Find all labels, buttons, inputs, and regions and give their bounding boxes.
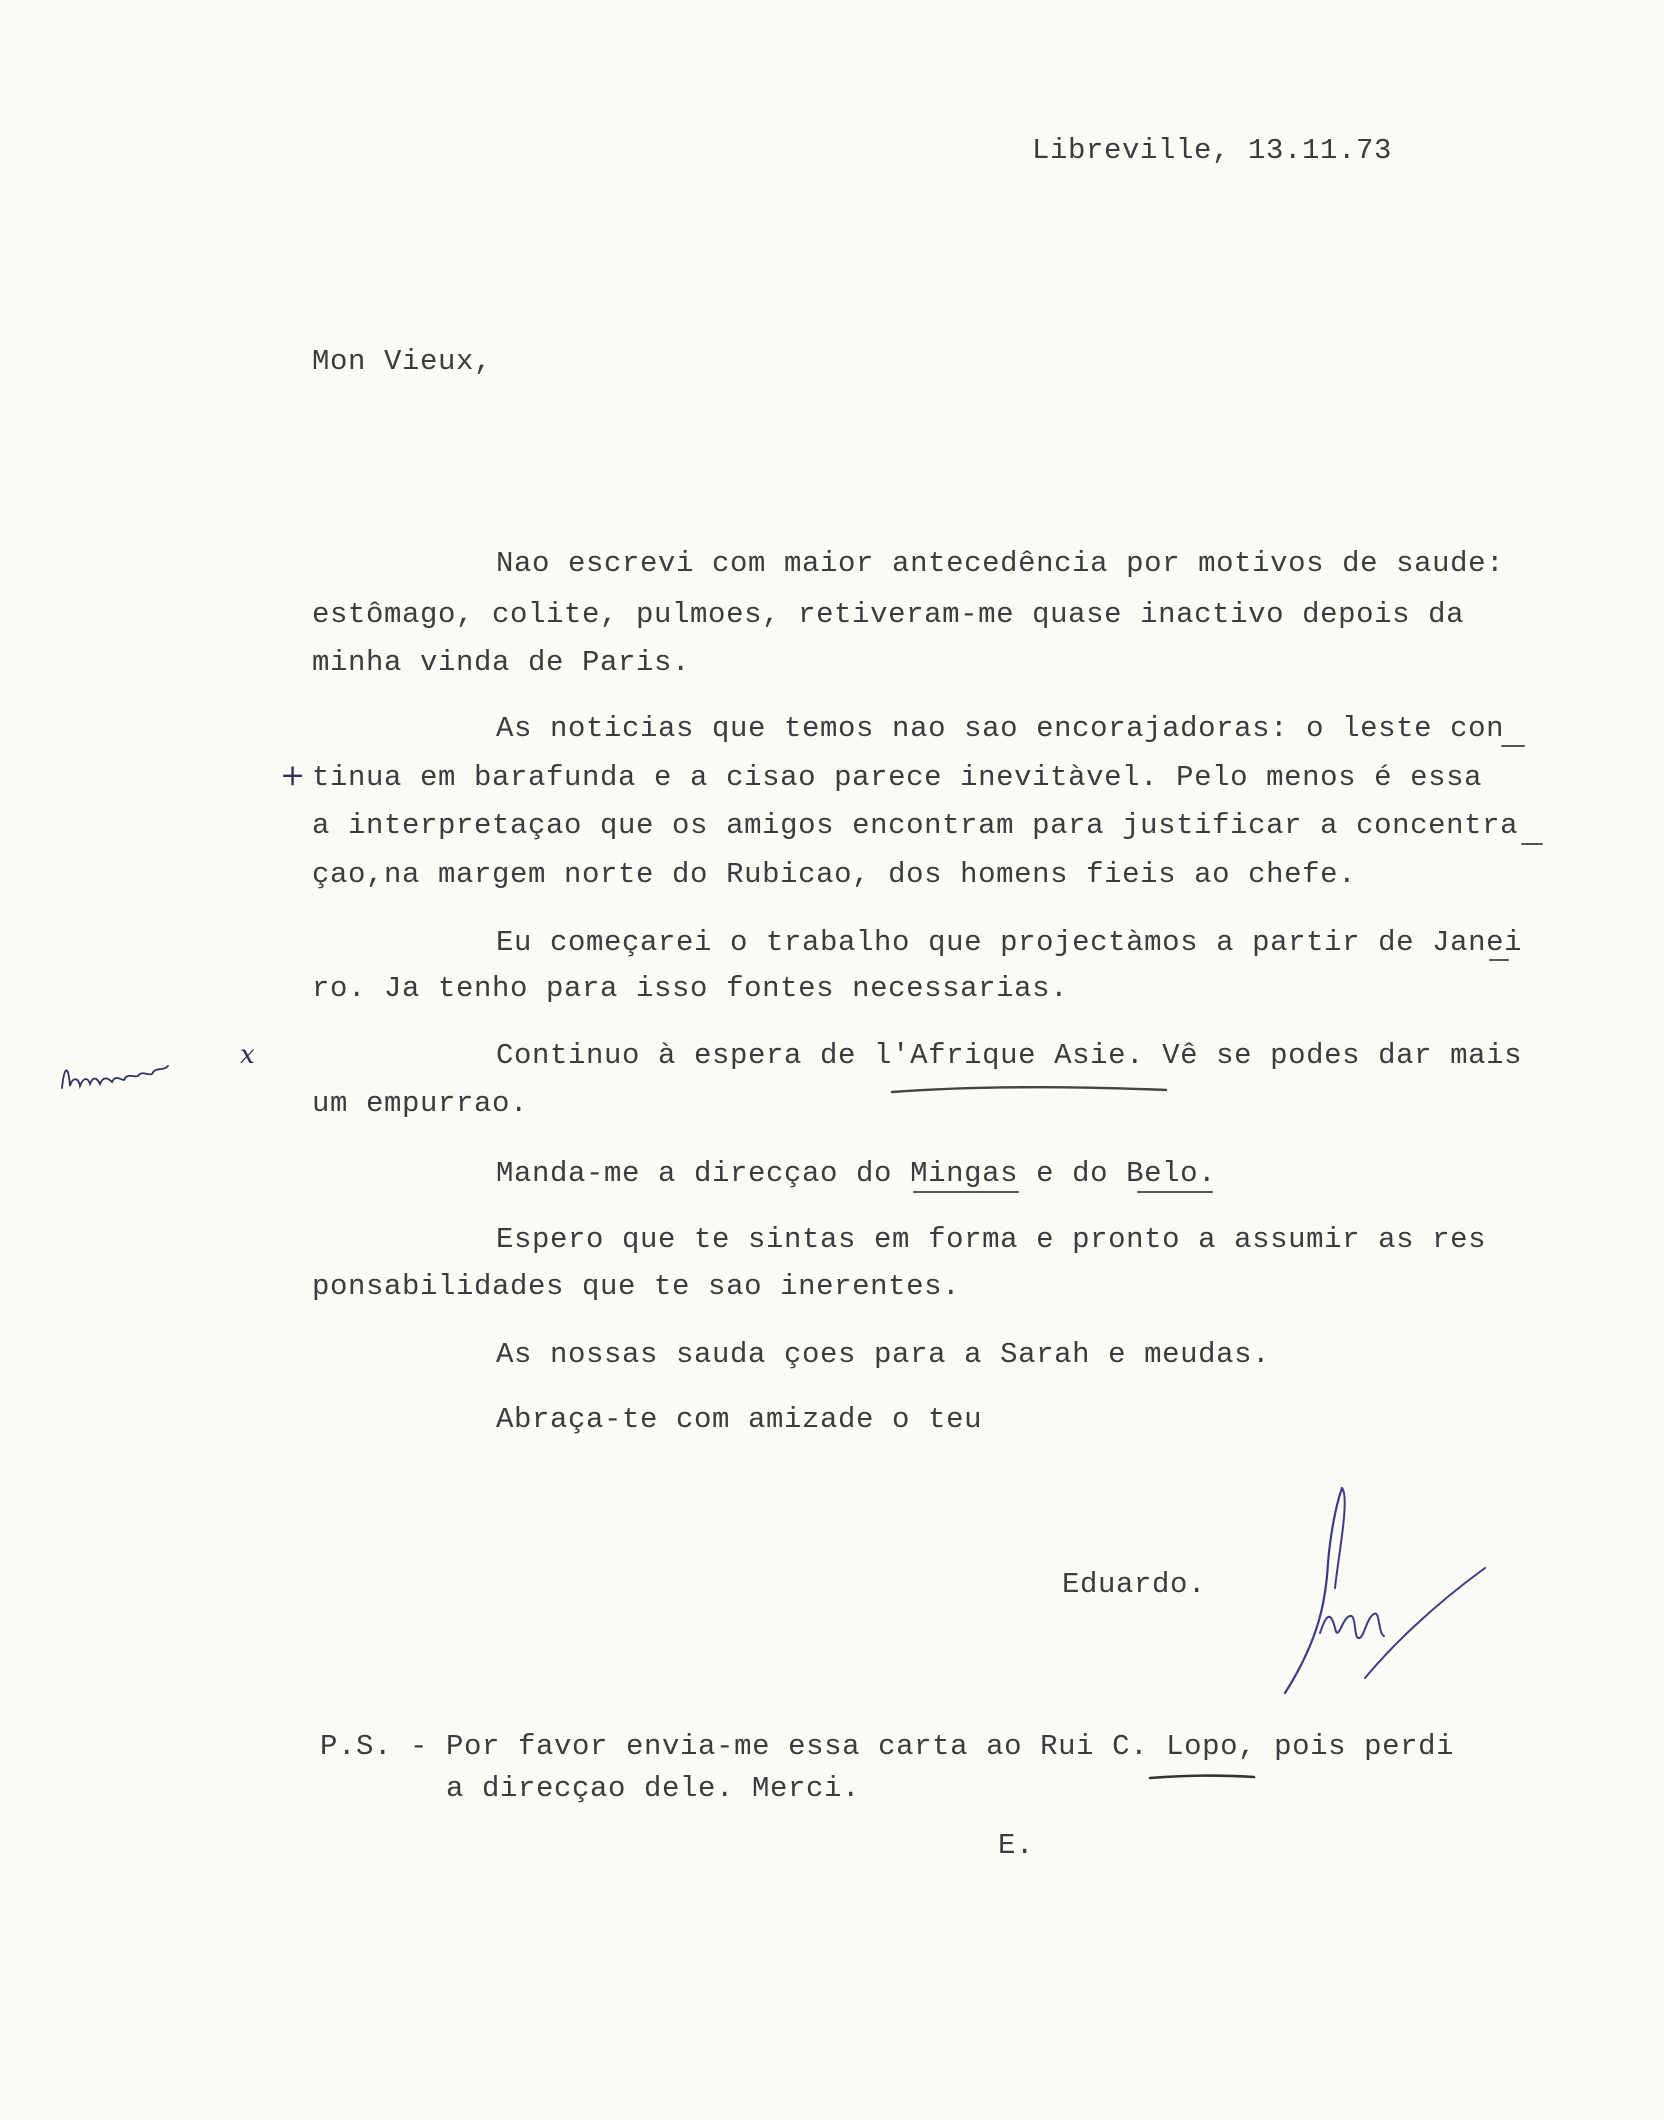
place-date: Libreville, 13.11.73 [1032,134,1393,167]
salutation: Mon Vieux, [312,345,493,378]
body-line: um empurrao. [312,1087,529,1120]
ps-line: a direcçao dele. Merci. [446,1772,861,1805]
underline-rui-lopo [1148,1772,1258,1784]
margin-handwritten-note [58,1058,178,1098]
underline-con [1500,742,1526,750]
x-mark: x [240,1040,255,1070]
underline-concentra [1520,840,1544,848]
body-line: Espero que te sintas em forma e pronto a assumir as res [496,1223,1487,1256]
body-line: Abraça-te com amizade o teu [496,1403,983,1436]
body-line: Manda-me a direcçao do Mingas e do Belo. [496,1157,1217,1190]
body-line: a interpretaçao que os amigos encontram para justificar a concentra [312,809,1519,842]
signature-name: Eduardo. [1062,1568,1207,1601]
body-line: As noticias que temos nao sao encorajadoras: o leste con [496,712,1505,745]
body-line: As nossas sauda çoes para a Sarah e meudas. [496,1338,1271,1371]
body-line: estômago, colite, pulmoes, retiveram-me quase inactivo depois da [312,598,1465,631]
body-line: ponsabilidades que te sao inerentes. [312,1270,961,1303]
body-line: ro. Ja tenho para isso fontes necessarias. [312,972,1069,1005]
plus-mark: + [280,758,306,793]
body-line: minha vinda de Paris. [312,646,691,679]
body-line: tinua em barafunda e a cisao parece inevitàvel. Pelo menos é essa [312,761,1483,794]
body-line: Nao escrevi com maior antecedência por motivos de saude: [496,547,1505,580]
underline-belo [1136,1187,1216,1197]
underline-mingas [912,1187,1022,1197]
ps-line: P.S. - Por favor envia-me essa carta ao Rui C. Lopo, pois perdi [320,1730,1455,1763]
underline-janei [1488,956,1510,964]
underline-afrique-asie [890,1084,1170,1098]
body-line: Continuo à espera de l'Afrique Asie. Vê se podes dar mais [496,1039,1523,1072]
ps-initial: E. [998,1829,1035,1862]
body-line: çao,na margem norte do Rubicao, dos homens fieis ao chefe. [312,858,1357,891]
body-line: Eu começarei o trabalho que projectàmos a partir de Janei [496,926,1523,959]
handwritten-signature [1280,1468,1510,1698]
